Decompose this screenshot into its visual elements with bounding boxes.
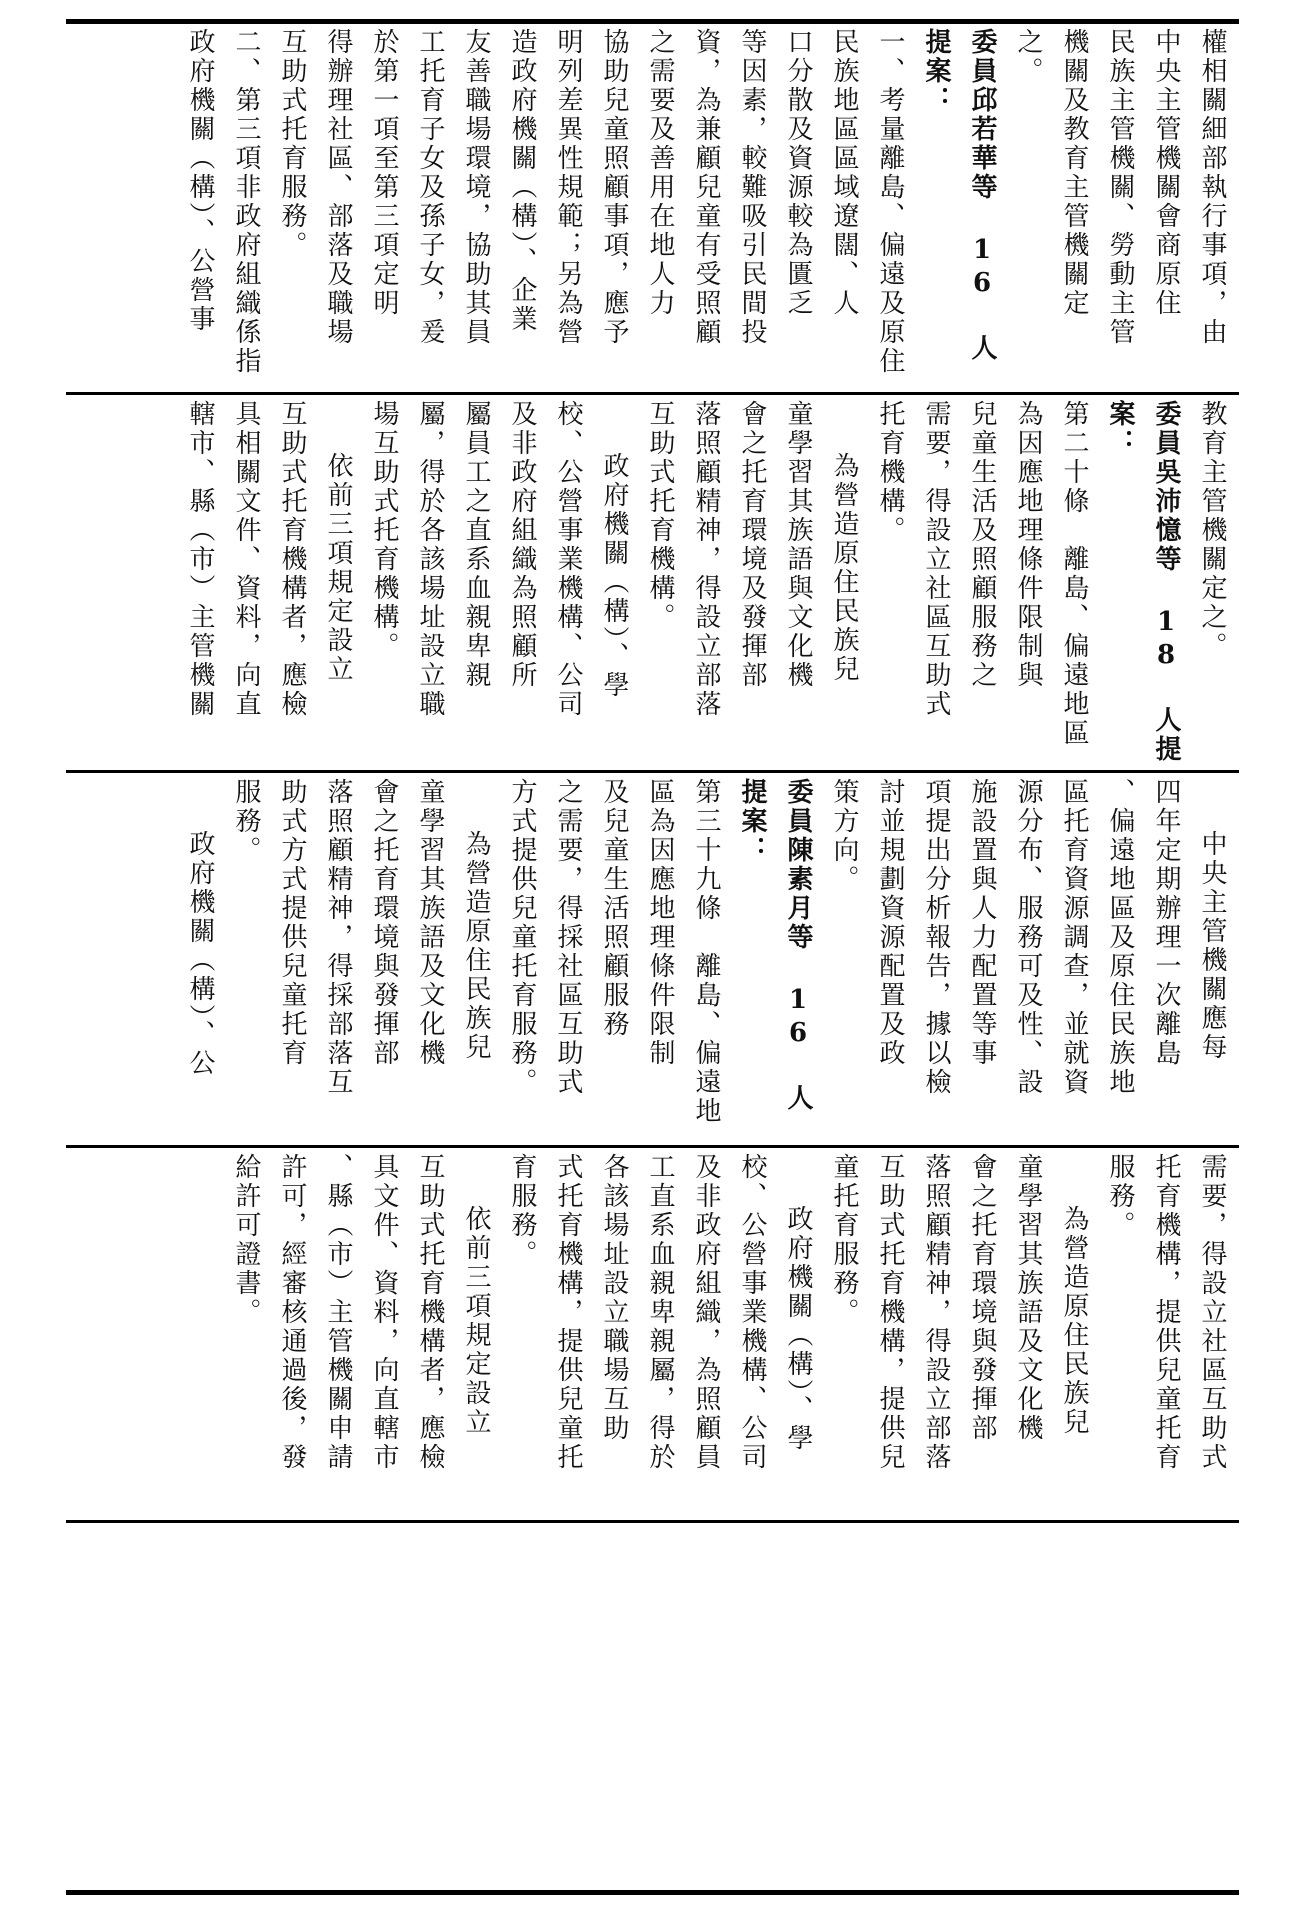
text-line: 委員吳沛憶等 18 人提案：: [1105, 400, 1181, 764]
text-line: 許可，經審核通過後，發: [277, 1153, 307, 1472]
text-line: 式托育機構，提供兒童托: [553, 1153, 583, 1472]
text-line: 為因應地理條件限制與: [1013, 400, 1043, 690]
text-line: 會之托育環境及發揮部: [737, 400, 767, 690]
text-line: 互助式托育機構者，應檢: [415, 1153, 445, 1472]
text-line: 工托育子女及孫子女，爰: [415, 28, 445, 347]
text-line: 明列差異性規範；另為營: [553, 28, 583, 347]
text-line: 於第一項至第三項定明: [369, 28, 399, 318]
text-line: 第三十九條 離島、偏遠地: [691, 778, 721, 1126]
text-line: 場互助式托育機構。: [369, 400, 399, 661]
text-line: 策方向。: [829, 778, 859, 894]
text-line: 政府機關（構）、學: [599, 452, 629, 700]
text-line: 校、公營事業機構、公司: [737, 1153, 767, 1472]
text-line: 二、第三項非政府組織係指: [231, 28, 261, 376]
text-line: 、縣（市）主管機關申請: [323, 1153, 353, 1472]
text-line: 口分散及資源較為匱乏: [783, 28, 813, 318]
text-line: 具相關文件、資料，向直: [231, 400, 261, 719]
text-line: 依前三項規定設立: [461, 1205, 491, 1437]
text-line: 具文件、資料，向直轄市: [369, 1153, 399, 1472]
text-line: 落照顧精神，得採部落互: [323, 778, 353, 1097]
text-line: 兒童生活及照顧服務之: [967, 400, 997, 690]
text-line: 托育機構，提供兒童托育: [1151, 1153, 1181, 1472]
text-line: 資，為兼顧兒童有受照顧: [691, 28, 721, 347]
text-line: 為營造原住民族兒: [1059, 1205, 1089, 1437]
text-line: 教育主管機關定之。: [1197, 400, 1227, 661]
text-line: 項提出分析報告，據以檢: [921, 778, 951, 1097]
text-line: 及兒童生活照顧服務: [599, 778, 629, 1039]
text-line: 民族地區區域遼闊、人: [829, 28, 859, 318]
text-line: 區為因應地理條件限制: [645, 778, 675, 1068]
text-line: 中央主管機關應每: [1197, 830, 1227, 1062]
text-line: 互助式托育機構者，應檢: [277, 400, 307, 719]
top-rule: [66, 19, 1239, 24]
text-line: 中央主管機關會商原住: [1151, 28, 1181, 318]
text-line: 服務。: [1105, 1153, 1135, 1240]
text-line: 之需要，得採社區互助式: [553, 778, 583, 1097]
text-line: 服務。: [231, 778, 261, 865]
text-line: 會之托育環境與發揮部: [369, 778, 399, 1068]
text-line: 落照顧精神，得設立部落: [921, 1153, 951, 1472]
text-line: 機關及教育主管機關定: [1059, 28, 1089, 318]
text-line: 落照顧精神，得設立部落: [691, 400, 721, 719]
text-line: 依前三項規定設立: [323, 452, 353, 684]
text-line: 四年定期辦理一次離島: [1151, 778, 1181, 1068]
text-line: 育服務。: [507, 1153, 537, 1269]
column-divider-1: [66, 392, 1239, 395]
text-line: 為營造原住民族兒: [461, 830, 491, 1062]
text-line: 等因素，較難吸引民間投: [737, 28, 767, 347]
text-line: 給許可證書。: [231, 1153, 261, 1327]
text-line: 為營造原住民族兒: [829, 452, 859, 684]
text-line: 友善職場環境，協助其員: [461, 28, 491, 347]
text-line: 會之托育環境與發揮部: [967, 1153, 997, 1443]
text-line: 民族主管機關、勞動主管: [1105, 28, 1135, 347]
text-line: 源分布、服務可及性、設: [1013, 778, 1043, 1097]
text-line: 互助式托育機構。: [645, 400, 675, 632]
text-line: 第二十條 離島、偏遠地區: [1059, 400, 1089, 748]
text-column-4: [70, 1153, 1235, 1515]
text-line: 互助式托育機構，提供兒: [875, 1153, 905, 1472]
text-line: 委員邱若華等 16 人提案：: [921, 28, 997, 363]
text-line: 助式方式提供兒童托育: [277, 778, 307, 1068]
text-line: 屬，得於各該場址設立職: [415, 400, 445, 719]
text-line: 轄市、縣（市）主管機關: [185, 400, 215, 719]
text-line: 需要，得設立社區互助式: [921, 400, 951, 719]
text-line: 校、公營事業機構、公司: [553, 400, 583, 719]
text-line: 童托育服務。: [829, 1153, 859, 1327]
text-line: 權相關細部執行事項，由: [1197, 28, 1227, 347]
text-line: 工直系血親卑親屬，得於: [645, 1153, 675, 1472]
text-line: 童學習其族語及文化機: [415, 778, 445, 1068]
text-line: 屬員工之直系血親卑親: [461, 400, 491, 690]
text-line: 造政府機關（構）、企業: [507, 28, 537, 334]
text-line: 一、考量離島、偏遠及原住: [875, 28, 905, 376]
text-line: 各該場址設立職場互助: [599, 1153, 629, 1443]
text-line: 政府機關（構）、學: [783, 1205, 813, 1453]
text-line: 之。: [1013, 28, 1043, 86]
text-line: 委員陳素月等 16 人提案：: [737, 778, 813, 1113]
column-divider-2: [66, 770, 1239, 773]
column-divider-4: [66, 1520, 1239, 1523]
bottom-rule: [66, 1890, 1239, 1895]
text-column-2: [70, 400, 1235, 764]
text-line: 討並規劃資源配置及政: [875, 778, 905, 1068]
text-column-3: [70, 778, 1235, 1140]
text-line: 童學習其族語及文化機: [1013, 1153, 1043, 1443]
column-divider-3: [66, 1145, 1239, 1148]
text-line: 及非政府組織為照顧所: [507, 400, 537, 690]
text-line: 區托育資源調查，並就資: [1059, 778, 1089, 1097]
text-line: 施設置與人力配置等事: [967, 778, 997, 1068]
text-line: 、偏遠地區及原住民族地: [1105, 778, 1135, 1097]
text-line: 童學習其族語與文化機: [783, 400, 813, 690]
text-line: 政府機關（構）、公營事: [185, 28, 215, 334]
text-line: 政府機關（構）、公: [185, 830, 215, 1078]
text-line: 之需要及善用在地人力: [645, 28, 675, 318]
text-line: 及非政府組織，為照顧員: [691, 1153, 721, 1472]
text-line: 互助式托育服務。: [277, 28, 307, 260]
text-line: 托育機構。: [875, 400, 905, 545]
text-line: 協助兒童照顧事項，應予: [599, 28, 629, 347]
text-line: 需要，得設立社區互助式: [1197, 1153, 1227, 1472]
text-column-1: [70, 28, 1235, 388]
text-line: 方式提供兒童托育服務。: [507, 778, 537, 1097]
text-line: 得辦理社區、部落及職場: [323, 28, 353, 347]
